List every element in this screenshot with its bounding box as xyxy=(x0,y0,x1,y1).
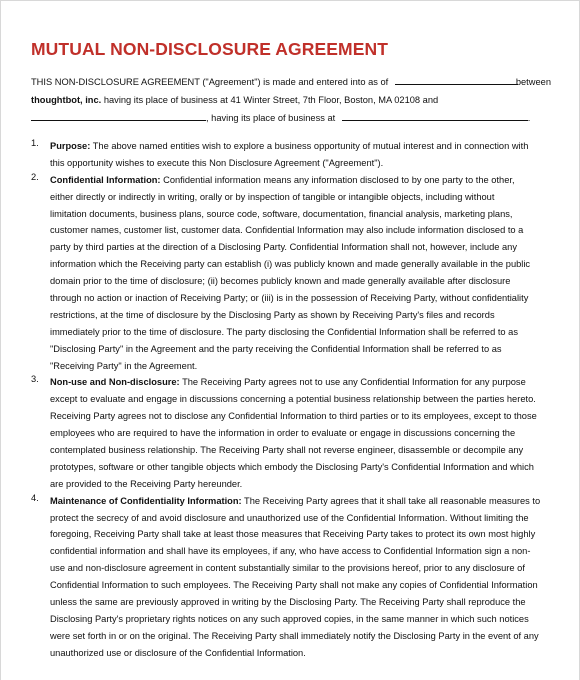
section-line: immediately prior to the time of disclosure. The party disclosing the Confidential Information shall be referred to as xyxy=(50,326,518,337)
section-line: Non-use and Non-disclosure: The Receiving Party agrees not to use any Confidential Information for any purpose xyxy=(50,377,526,388)
section-line: Confidential Information to such employees. The Receiving Party shall not make any copies of Confidential Information xyxy=(50,580,538,591)
section-line: limitation documents, business plans, source code, software, documentation, financial analysis, marketing plans, xyxy=(50,208,513,219)
section-line: protect the secrecy of and avoid disclosure and unauthorized use of the Confidential Information. Without limiting the xyxy=(50,512,529,523)
section-line: contemplated business relationship. The Receiving Party shall not reverse engineer, disassemble or decompile any xyxy=(50,445,524,456)
section-confidential-information xyxy=(31,172,551,375)
section-line: Receiving Party agrees not to disclose any Confidential Information to third parties or to its employees, except to those xyxy=(50,411,537,422)
section-line: information which the Receiving party can establish (i) was publicly known and made generally available in the public xyxy=(50,259,531,270)
intro-line3-end: . xyxy=(527,113,531,123)
section-line: restrictions, at the time of disclosure by the Disclosing Party as shown by Receiving Party's files and records xyxy=(50,309,495,320)
section-line: employees who are required to have the information in order to evaluate or engage in discussions concerning the xyxy=(50,428,516,439)
section-number: 4. xyxy=(31,492,39,503)
section-line: Confidential Information: Confidential information means any information disclosed to by one party to the other, xyxy=(50,174,515,185)
intro-line1-text: THIS NON-DISCLOSURE AGREEMENT ("Agreement") is made and entered into as of xyxy=(31,77,389,87)
section-purpose xyxy=(31,138,551,172)
agreement-sections xyxy=(31,138,551,662)
intro-paragraph xyxy=(31,73,551,127)
intro-line-1 xyxy=(31,73,551,91)
section-heading: Non-use and Non-disclosure: xyxy=(50,377,180,388)
company-name: thoughtbot, inc. xyxy=(31,95,102,105)
section-line: "Receiving Party" in the Agreement. xyxy=(50,360,198,371)
section-line: foregoing, Receiving Party shall take at least those measures that Receiving Party takes to protect its own most highly xyxy=(50,529,536,540)
section-line: "Disclosing Party" in the Agreement and the party receiving the Confidential Information shall be referred to as xyxy=(50,343,502,354)
section-line: except to evaluate and engage in discussions concerning a potential business relationship between the parties hereto. xyxy=(50,394,536,405)
intro-line-2 xyxy=(31,91,551,109)
section-line: customer names, customer list, customer data. Confidential Information may also include information disclosed to a xyxy=(50,225,524,236)
intro-line1-end: between xyxy=(515,77,551,87)
section-line: unauthorized use or disclosure of the Confidential Information. xyxy=(50,647,306,658)
date-blank xyxy=(395,75,518,85)
section-line: Disclosing Party's proprietary rights notices on any such approved copies, in the same manner in which such notices xyxy=(50,613,529,624)
section-number: 1. xyxy=(31,138,39,148)
section-line: domain prior to the time of disclosure; (ii) becomes publicly known and made generally available after disclosure xyxy=(50,276,511,287)
party-name-blank xyxy=(31,111,206,121)
section-maintenance xyxy=(31,493,551,662)
section-line: use and non-disclosure agreement in content substantially similar to the provisions hereof, prior to any disclosure of xyxy=(50,563,525,574)
section-line: through no action or inaction of Receiving Party; or (iii) is in the possession of Receiving Party, without confidentiality xyxy=(50,293,529,304)
section-line: confidential information and shall have its employees, if any, who have access to Confidential Information sign a non- xyxy=(50,546,531,557)
section-line: party by third parties at the direction of a Disclosing Party. Confidential Information shall not, however, include any xyxy=(50,242,517,253)
section-line: were set forth in or on the original. The Receiving Party shall immediately notify the Disclosing Party in the event of any xyxy=(50,630,539,641)
address-blank xyxy=(342,111,528,121)
section-number: 3. xyxy=(31,374,39,385)
intro-line2-rest: having its place of business at 41 Winter Street, 7th Floor, Boston, MA 02108 and xyxy=(103,95,439,105)
section-number: 2. xyxy=(31,171,39,182)
document-title: MUTUAL NON-DISCLOSURE AGREEMENT xyxy=(31,39,388,59)
intro-line3-text: , having its place of business at xyxy=(206,113,336,123)
section-line: Maintenance of Confidentiality Information: The Receiving Party agrees that it shall take all reasonable measures to xyxy=(50,495,541,506)
section-heading: Purpose: xyxy=(50,141,91,151)
section-line: Purpose: The above named entities wish to explore a business opportunity of mutual interest and in connection with xyxy=(50,141,529,151)
section-line: unless the same are previously approved in writing by the Disclosing Party. The Receiving Party shall reproduce the xyxy=(50,597,526,608)
section-line: this opportunity wishes to execute this Non Disclosure Agreement ("Agreement"). xyxy=(50,157,384,168)
section-line: prototypes, software or other tangible objects which embody the Disclosing Party's Confidential Information and which xyxy=(50,461,534,472)
section-line: either directly or indirectly in writing, orally or by inspection of tangible or intangible objects, including without xyxy=(50,191,495,202)
intro-line-3 xyxy=(31,109,551,127)
section-non-use xyxy=(31,374,551,492)
section-heading: Confidential Information: xyxy=(50,174,161,185)
section-line: are provided to the Receiving Party hereunder. xyxy=(50,478,243,489)
section-heading: Maintenance of Confidentiality Information: xyxy=(50,495,242,506)
